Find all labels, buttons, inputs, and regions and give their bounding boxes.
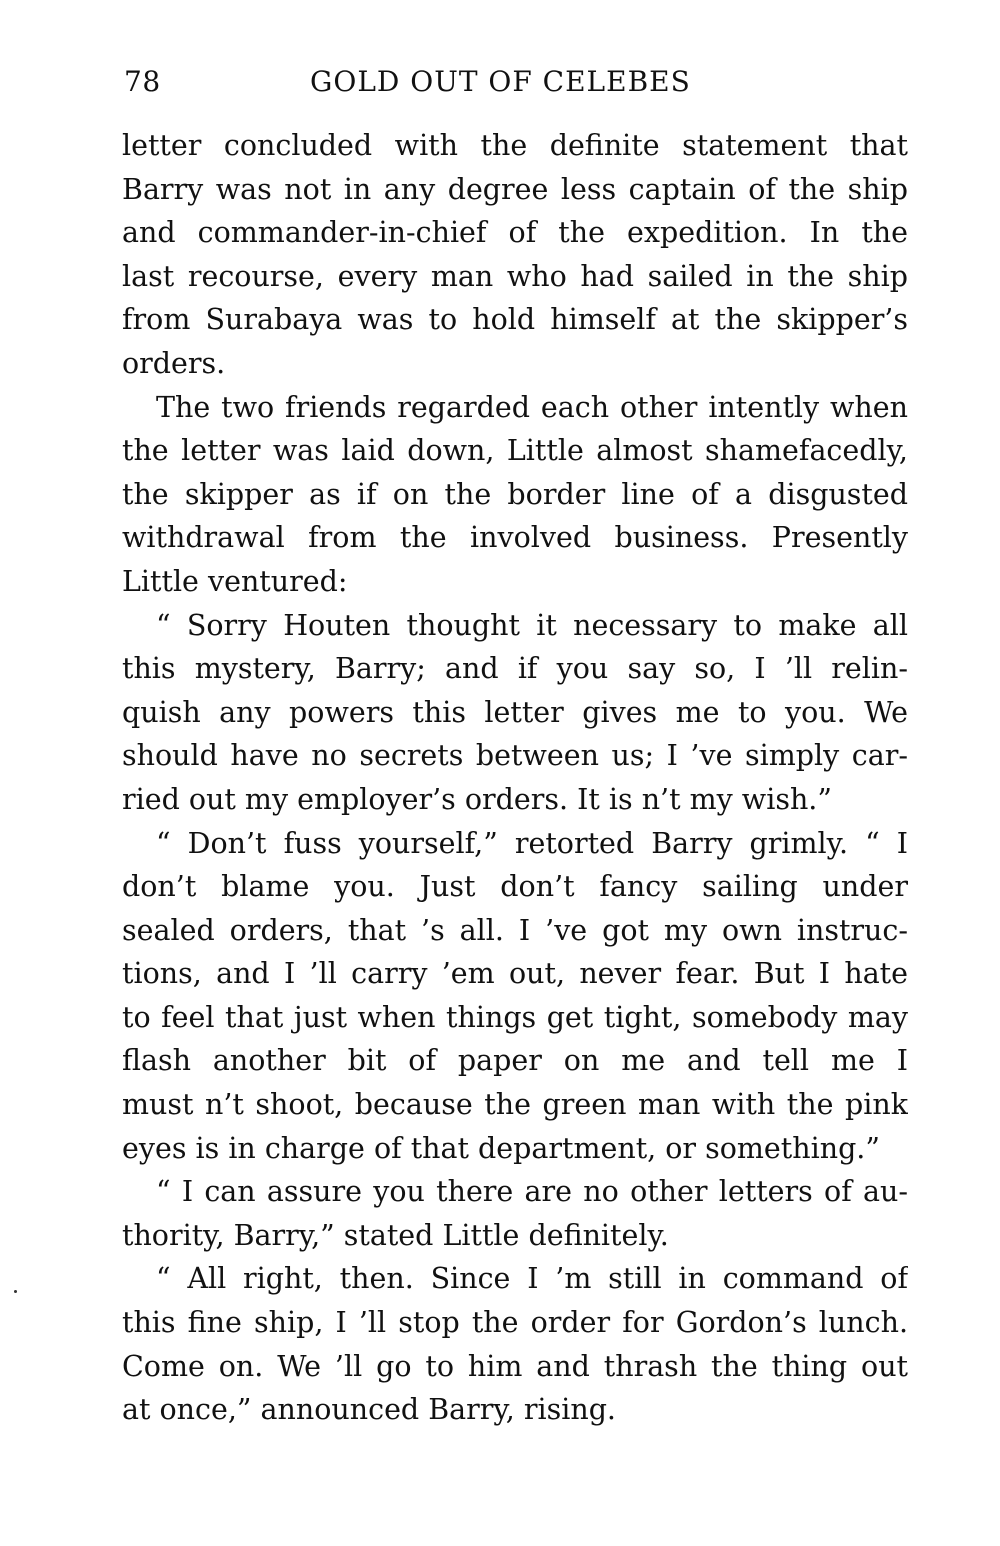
text-line: withdrawal from the involved business. Presently <box>122 521 908 555</box>
book-title: GOLD OUT OF CELEBES <box>310 65 691 98</box>
paragraph <box>122 1170 908 1257</box>
text-line: this fine ship, I ’ll stop the order for Gordon’s lunch. <box>122 1306 908 1340</box>
paragraph <box>122 604 908 822</box>
paragraph <box>122 124 908 386</box>
text-line: and commander-in-chief of the expedition. In the <box>122 216 908 250</box>
text-line: Little ventured: <box>122 564 348 598</box>
text-line: at once,” announced Barry, rising. <box>122 1393 616 1427</box>
paragraph <box>122 386 908 604</box>
text-line: last recourse, every man who had sailed in the ship <box>122 259 908 293</box>
stray-ink-dot <box>14 1290 17 1293</box>
text-line: sealed orders, that ’s all. I ’ve got my own instruc- <box>122 913 908 947</box>
text-line: The two friends regarded each other intently when <box>156 390 908 424</box>
text-line: Barry was not in any degree less captain of the ship <box>122 172 908 206</box>
text-line: the skipper as if on the border line of a disgusted <box>122 477 908 511</box>
text-line: ried out my employer’s orders. It is n’t my wish.” <box>122 782 832 816</box>
text-line: tions, and I ’ll carry ’em out, never fear. But I hate <box>122 957 908 991</box>
text-line: “ Don’t fuss yourself,” retorted Barry grimly. “ I <box>156 826 908 860</box>
text-line: thority, Barry,” stated Little definitely. <box>122 1218 669 1252</box>
text-line: “ I can assure you there are no other letters of au- <box>156 1175 908 1209</box>
text-line: must n’t shoot, because the green man with the pink <box>122 1088 908 1122</box>
text-line: this mystery, Barry; and if you say so, I ’ll relin- <box>122 652 908 686</box>
text-line: eyes is in charge of that department, or something.” <box>122 1131 880 1165</box>
running-head <box>122 62 908 102</box>
text-line: the letter was laid down, Little almost shamefacedly, <box>122 434 908 468</box>
text-line: don’t blame you. Just don’t fancy sailing under <box>122 870 908 904</box>
text-line: should have no secrets between us; I ’ve simply car- <box>122 739 908 773</box>
text-line: “ All right, then. Since I ’m still in command of <box>156 1262 908 1296</box>
text-line: flash another bit of paper on me and tell me I <box>122 1044 908 1078</box>
text-line: Come on. We ’ll go to him and thrash the thing out <box>122 1349 908 1383</box>
text-line: letter concluded with the definite statement that <box>122 129 908 162</box>
text-line: orders. <box>122 346 226 380</box>
body-text <box>122 124 908 1432</box>
paragraph <box>122 822 908 1171</box>
book-page <box>122 62 908 1432</box>
page-number: 78 <box>124 65 161 98</box>
paragraph <box>122 1257 908 1431</box>
text-line: quish any powers this letter gives me to you. We <box>122 695 908 729</box>
text-line: to feel that just when things get tight, somebody may <box>122 1000 908 1034</box>
text-line: “ Sorry Houten thought it necessary to make all <box>156 608 908 642</box>
text-line: from Surabaya was to hold himself at the skipper’s <box>122 303 908 337</box>
